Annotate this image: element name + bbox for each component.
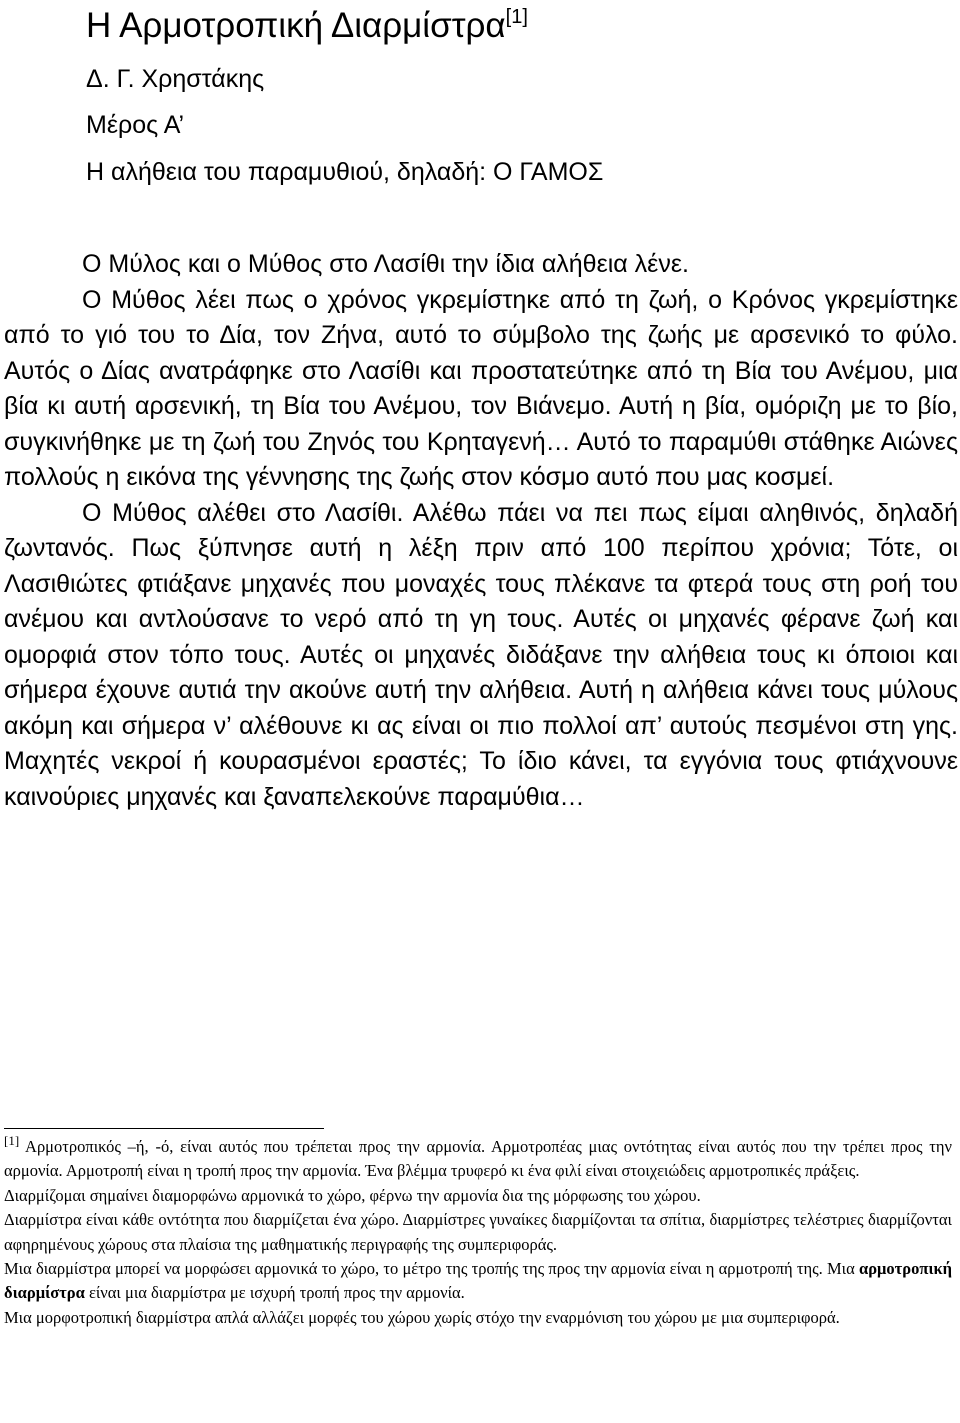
footnote-text: Αρμοτροπικός –ή, -ό, είναι αυτός που τρέπεται προς την αρμονία. Αρμοτροπέας μιας οντότητας είναι αυτός που την τρέπει προς την αρμονία. Αρμοτροπή είναι η τροπή προς την αρμονία. Ένα βλέμμα τρυφερό κι ένα φιλί είναι στοιχειώδεις αρμοτροπικές πράξεις. <box>4 1137 952 1181</box>
footnote-separator <box>4 1128 324 1129</box>
paragraph-run: Πως ξύπνησε αυτή η λέξη πριν από 100 περίπου χρόνια; Τότε, οι Λασιθιώτες φτιάξανε μηχανές που μοναχές τους πλέκανε τα φτερά τους στη ροή του ανέμου και αντλούσανε το νερό από τη γη τους. <box>4 534 958 633</box>
footnote-paragraph: Διαρμίζομαι σημαίνει διαμορφώνω αρμονικά το χώρο, φέρνω την αρμονία δια της μόρφωσης του χώρου. <box>4 1185 701 1205</box>
paragraph <box>4 496 958 816</box>
footnote-block <box>4 1135 952 1330</box>
footnote-paragraph: Διαρμίστρα είναι κάθε οντότητα που διαρμίζεται ένα χώρο. Διαρμίστρες γυναίκες διαρμίζονται τα σπίτια, διαρμίστρες τελέστριες διαρμίζονται αφηρημένους χώρους στα πλαίσια της μαθηματικής περιγραφής της συμπεριφοράς. <box>4 1210 952 1254</box>
footnote-bold-term: αρμοτροπική διαρμίστρα <box>4 1259 952 1303</box>
document-title <box>86 4 528 48</box>
footnote-ref-link[interactable]: [1] <box>505 6 528 28</box>
footnote-text: είναι μια διαρμίστρα με ισχυρή τροπή προς την αρμονία. <box>84 1283 465 1303</box>
paragraph-run: Αυτές οι μηχανές φέρανε ζωή και ομορφιά στον τόπο τους. Αυτές οι μηχανές διδάξανε την αλήθεια τους κι όποιοι και σήμερα έχουνε αυτιά την ακούνε αυτή την αλήθεια. <box>4 605 958 704</box>
footnote-paragraph <box>4 1135 952 1184</box>
paragraph: Ο Μύθος λέει πως ο χρόνος γκρεμίστηκε από τη ζωή, ο Κρόνος γκρεμίστηκε από το γιό του το Δία, τον Ζήνα, αυτό το σύμβολο της ζωής με αρσενικό το φύλο. Αυτός ο Δίας ανατράφηκε στο Λασίθι και προστατεύτηκε από τη Βία του Ανέμου, μια βία κι αυτή αρσενική, τη Βία του Ανέμου, τον Βιάνεμο. Αυτή η βία, ομόριζη με το βίο, συγκινήθηκε με τη ζωή του Ζηνός του Κρηταγενή… Αυτό το παραμύθι στάθηκε Αιώνες πολλούς η εικόνα της γέννησης της ζωής στον κόσμο αυτό που μας κοσμεί. <box>4 285 958 491</box>
part-heading: Μέρος Α’ <box>86 111 185 139</box>
subtitle: Η αλήθεια του παραμυθιού, δηλαδή: Ο ΓΑΜΟΣ <box>86 158 604 186</box>
footnote-paragraph: Μια μορφοτροπική διαρμίστρα απλά αλλάζει μορφές του χώρου χωρίς στόχο την εναρμόνιση του χώρου με μια συμπεριφορά. <box>4 1307 840 1327</box>
document-title-text: Η Αρμοτροπική Διαρμίστρα <box>86 6 506 45</box>
body-text <box>4 247 958 815</box>
paragraph-run: Αυτή η αλήθεια κάνει τους μύλους ακόμη και σήμερα ν’ αλέθουνε κι ας είναι οι πιο πολλοί απ’ αυτούς πεσμένοι στη γης. <box>4 676 958 740</box>
author-line: Δ. Γ. Χρηστάκης <box>86 65 265 93</box>
paragraph-run: Ο Μύθος αλέθει στο Λασίθι. Αλέθω πάει να πει πως είμαι αληθινός, δηλαδή ζωντανός. <box>4 498 958 562</box>
footnote-text: Μια διαρμίστρα μπορεί να μορφώσει αρμονικά το χώρο, το μέτρο της τροπής της προς την αρμονία είναι η αρμοτροπή της. Μια <box>4 1259 859 1279</box>
footnote-marker: [1] <box>4 1133 20 1148</box>
footnote-paragraph <box>4 1257 952 1306</box>
paragraph: Ο Μύλος και ο Μύθος στο Λασίθι την ίδια αλήθεια λένε. <box>82 250 689 278</box>
paragraph-run: Μαχητές νεκροί ή κουρασμένοι εραστές; Το ίδιο κάνει, τα εγγόνια τους φτιάχνουνε καινούριες μηχανές και ξαναπελεκούνε παραμύθια… <box>4 747 958 811</box>
